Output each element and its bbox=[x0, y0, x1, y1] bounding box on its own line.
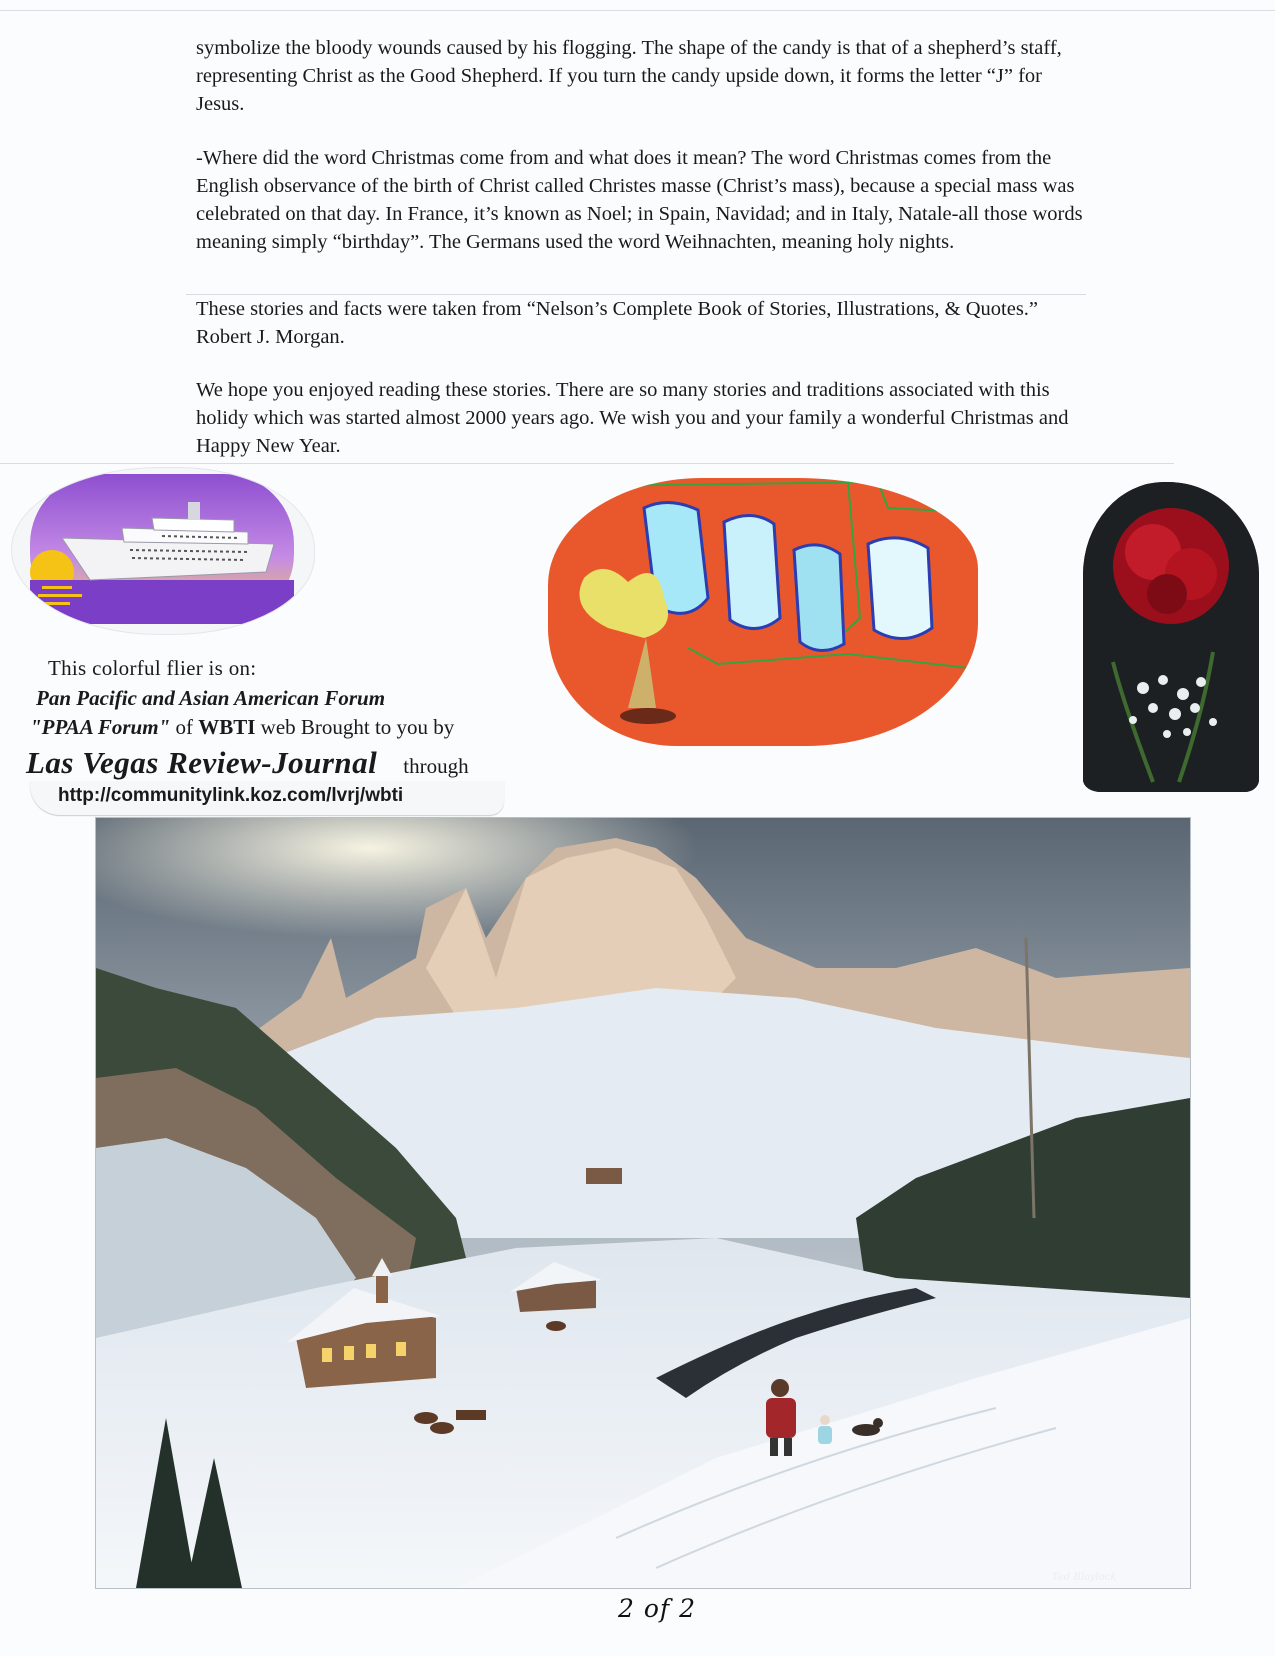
paragraph-candy-cane: symbolize the bloody wounds caused by his flogging. The shape of the candy is that of a shepherd’s staff, representing Christ as the Good Shepherd. If you turn the candy upside down, it forms the letter “J” for Jesus. bbox=[196, 37, 1062, 115]
flier-forum-line bbox=[30, 715, 454, 740]
flier-wbti: WBTI bbox=[198, 715, 256, 739]
paragraph-christmas-word: -Where did the word Christmas come from and what does it mean? The word Christmas comes from the English observance of the birth of Christ called Christes masse (Christ’s mass), because a special mass was celebrated on that day. In France, it’s known as Noel; in Spain, Navidad; and in Italy, Natale-all those words meaning simply “birthday”. The Germans used the word Weihnachten, meaning holy nights. bbox=[196, 147, 1083, 253]
paste-seam-bottom bbox=[0, 463, 1174, 464]
flier-forum-name: Pan Pacific and Asian American Forum bbox=[36, 686, 386, 710]
flier-through: through bbox=[403, 754, 469, 778]
carnation-flower-photo bbox=[1083, 482, 1259, 792]
flier-brought: web Brought to you by bbox=[255, 715, 455, 739]
flier-ppaa-forum: "PPAA Forum" bbox=[30, 715, 171, 739]
paragraph-source: These stories and facts were taken from “Nelson’s Complete Book of Stories, Illustrations, & Quotes.” Robert J. Morgan. bbox=[196, 298, 1039, 348]
winter-landscape-painting bbox=[96, 818, 1190, 1588]
cruise-ship-clipart bbox=[12, 468, 314, 634]
page-number: 2 of 2 bbox=[618, 1594, 697, 1623]
paste-seam-top bbox=[0, 10, 1275, 11]
carnation-icon bbox=[1083, 482, 1259, 792]
flier-sponsor-line bbox=[26, 745, 469, 781]
newspaper-brand: Las Vegas Review-Journal bbox=[26, 745, 378, 780]
flier-intro: This colorful flier is on: bbox=[48, 656, 257, 680]
mount-rushmore-clipart bbox=[548, 478, 978, 746]
flier-url: http://communitylink.koz.com/lvrj/wbti bbox=[58, 785, 404, 806]
mount-rushmore-icon bbox=[548, 478, 978, 746]
flier-of: of bbox=[170, 715, 199, 739]
painting-signature: Ted Blaylock bbox=[1052, 1572, 1117, 1583]
winter-landscape-icon bbox=[96, 818, 1190, 1588]
cruise-ship-icon bbox=[12, 468, 314, 634]
paragraph-holiday-wish: We hope you enjoyed reading these stories. There are so many stories and traditions associated with this holidy which was started almost 2000 years ago. We wish you and your family a wonderful Christmas and Happy New Year. bbox=[196, 379, 1069, 457]
